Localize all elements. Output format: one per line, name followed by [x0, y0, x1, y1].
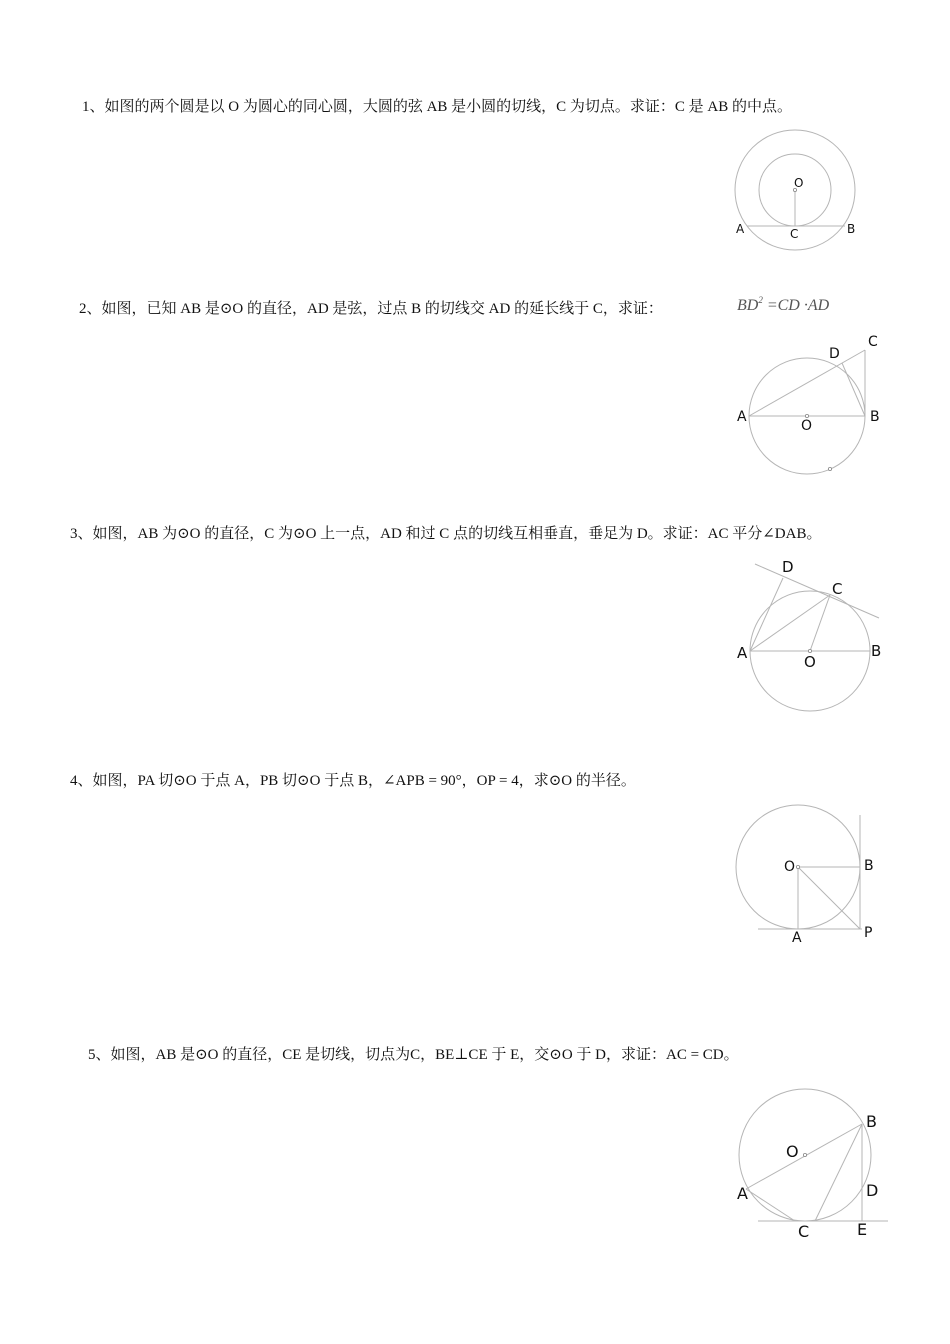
p2-label-a: A	[737, 409, 747, 425]
p4-label-o: O	[784, 859, 796, 875]
p5-label-a: A	[737, 1184, 748, 1203]
p2-formula-base: BD	[737, 297, 759, 314]
p1-label-b: B	[847, 222, 856, 236]
p1-label-o: O	[794, 176, 804, 190]
problem-5-text: 5、如图，AB 是⊙O 的直径，CE 是切线，切点为C，BE⊥CE 于 E，交⊙O 于 D，求证：AC = CD。	[88, 1047, 739, 1063]
p2-formula-exp: 2	[758, 295, 763, 305]
p3-label-a: A	[737, 644, 748, 662]
p4-label-a: A	[792, 930, 802, 946]
p4-label-b: B	[864, 858, 874, 874]
p5-segment-bc	[815, 1124, 862, 1221]
p1-label-c: C	[790, 227, 799, 241]
p3-label-b: B	[871, 642, 882, 660]
p5-center-point	[803, 1153, 806, 1156]
p2-formula-rest: =CD ·AD	[762, 297, 830, 314]
p4-label-p: P	[864, 925, 873, 941]
p5-label-b: B	[866, 1112, 877, 1131]
problem-1-text: 1、如图的两个圆是以 O 为圆心的同心圆，大圆的弦 AB 是小圆的切线，C 为切点。求证：C 是 AB 的中点。	[82, 99, 793, 115]
p3-label-c: C	[832, 580, 843, 598]
problem-2-text: 2、如图，已知 AB 是⊙O 的直径，AD 是弦，过点 B 的切线交 AD 的延长线于 C，求证：	[79, 301, 663, 317]
problem-4-text: 4、如图，PA 切⊙O 于点 A，PB 切⊙O 于点 B，∠APB = 90°，OP = 4，求⊙O 的半径。	[70, 773, 636, 789]
p1-label-a: A	[736, 222, 745, 236]
p2-label-c: C	[868, 334, 878, 350]
p3-label-d: D	[782, 558, 794, 576]
p5-label-e: E	[857, 1220, 868, 1239]
p5-label-o: O	[786, 1142, 799, 1161]
p2-label-o: O	[801, 418, 813, 434]
p5-label-c: C	[798, 1222, 810, 1241]
p3-label-o: O	[804, 653, 816, 671]
problem-3-text: 3、如图，AB 为⊙O 的直径，C 为⊙O 上一点，AD 和过 C 点的切线互相垂直，垂足为 D。求证：AC 平分∠DAB。	[70, 526, 822, 542]
p2-label-d: D	[829, 346, 840, 362]
p5-label-d: D	[866, 1181, 879, 1200]
p5-segment-ac	[746, 1189, 795, 1221]
p2-label-b: B	[870, 409, 880, 425]
